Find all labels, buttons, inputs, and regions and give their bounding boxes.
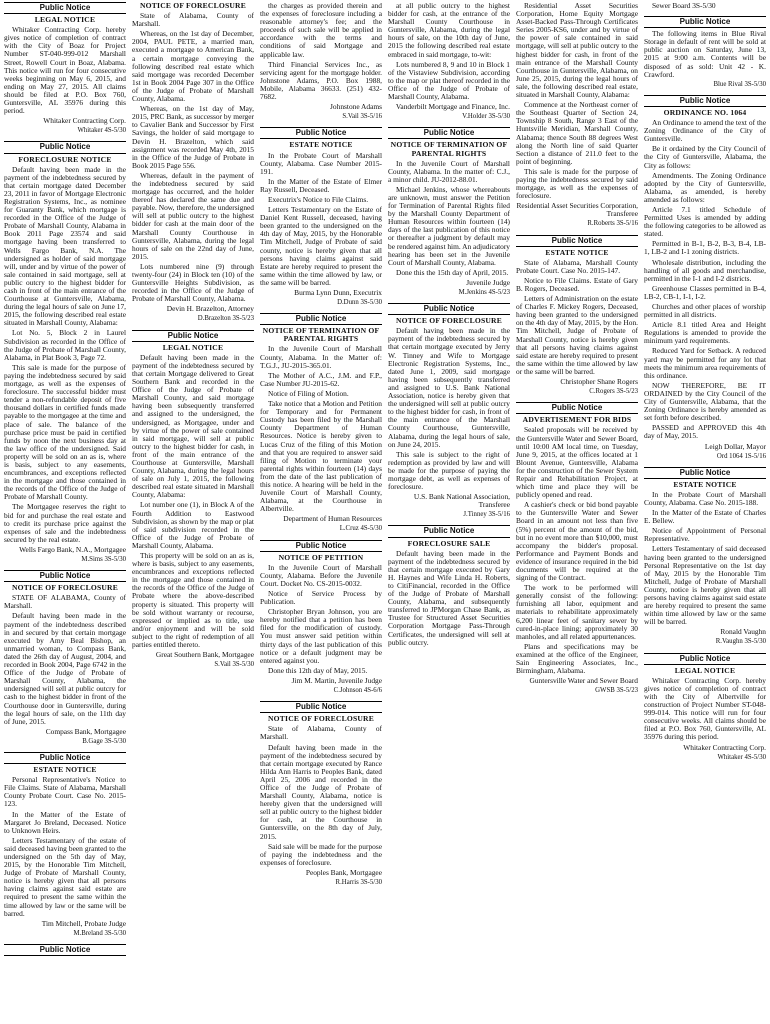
notice-header: Public Notice xyxy=(4,944,126,956)
notice-paragraph: Executrix's Notice to File Claims. xyxy=(268,194,369,204)
notice-paragraph: Personal Representative's Notice to File Claims. State of Alabama, Marshall County Probate Court. Case No. 2015-123. xyxy=(4,775,126,809)
notice-paragraph: In the Juvenile Court of Marshall County, Alabama. In the matter of: C.J., a minor child. JU-2012-88.01. xyxy=(388,158,510,184)
notice-paragraph: Letters Testamentary on the Estate of Daniel Kent Russell, deceased, having been granted to the undersigned on the 4th day of May, 2015, by the Honorable Tim Mitchell, Judge of Probate of said county, notice is hereby given that all persons having claims against said Estate are hereby required to present the same within the time allowed by law, or the same will be barred. xyxy=(260,205,382,287)
legal-notice xyxy=(388,303,510,519)
notice-signature: Ronald Vaughn xyxy=(720,627,766,637)
legal-notice xyxy=(644,653,766,762)
notice-paragraph: The following items in Blue Rival Storage in default of rent will be sold at public auction on Saturday, June 13, 2015 at 9:00 a.m. Contents will be disposed of as sold: Unit 42 - K. Crawford. xyxy=(644,29,766,79)
notice-paragraph: Lot No. 5, Block 2 in Laurel Subdivision as recorded in the Office of the Judge of Probate of Marshall County, Alabama, in Plat Book 3, Page 72. xyxy=(4,328,126,362)
publication-code: Whitaker 4S-5/30 xyxy=(717,753,766,761)
notice-paragraph: Sealed proposals will be received by the Guntersville Water and Sewer Board, until 10:00 AM local time, on Tuesday, June 9, 2015, at the offices located at 1 Blount Avenue, Guntersville, Alabama for the construction of the Sewer System Repair and Rehabilitation Project, at which time and place they will be publicly opened and read. xyxy=(516,425,638,500)
notice-paragraph: Done this 12th day of May, 2015. xyxy=(268,665,368,675)
notice-header: Public Notice xyxy=(260,540,382,552)
notice-paragraph: An Ordinance to amend the text of the Zoning Ordinance of the City of Guntersville. xyxy=(644,118,766,144)
notice-paragraph: Commence at the Northeast corner of the Southeast Quarter of Section 24, Township 8 South, Range 3 East of the Huntsville Meridian, Marshall County, Alabama; thence South 88 degrees West along the North line of said Quarter Section a distance of 211.0 feet to the point of beginning. xyxy=(516,100,638,166)
notice-signature: Tim Mitchell, Probate Judge xyxy=(41,918,126,928)
notice-header: Public Notice xyxy=(4,570,126,582)
notice-title: ADVERTISEMENT FOR BIDS xyxy=(522,415,632,425)
legal-notice xyxy=(132,330,254,670)
notice-header: Public Notice xyxy=(644,653,766,665)
notice-paragraph: Take notice that a Motion and Petition for Temporary and for Permanent Custody has been filed by the Marshall County Department of Human Resources. Notice is hereby given to Lucas Cruz of the filing of this Motion and that you are required to answer said filing of Motion to terminate your parental rights within fourteen (14) days from the date of the last publication of this notice. A hearing will be held in the Juvenile Court of Marshall County, Alabama, at the Courthouse in Albertville. xyxy=(260,399,382,514)
notice-paragraph: Done this the 15th day of April, 2015. xyxy=(396,267,509,277)
notice-title: LEGAL NOTICE xyxy=(674,665,736,675)
publication-code: Whitaker 4S-5/30 xyxy=(77,127,126,135)
legal-notice xyxy=(4,141,126,564)
notice-title: NOTICE OF FORECLOSURE xyxy=(395,316,503,326)
notice-paragraph: Letters Testamentary of the estate of said deceased having been granted to the undersigned on the 5th day of May, 2015, by the Honorable Tim Mitchell, Judge of Probate of Marshall County, notice is hereby given that all persons having claims against said estate are required to present the same within the time allowed by law or the same will be barred. xyxy=(4,835,126,918)
notice-paragraph: In the Matter of the Estate of Margaret Jo Breland, Deceased. Notice to Unknown Heirs. xyxy=(4,809,126,835)
publication-code: M.Breland 3S-5/30 xyxy=(73,929,126,937)
publication-code: R.Roberts 3S-5/16 xyxy=(587,220,638,228)
notice-paragraph: Whereas, on the 1st day of December, 2004, PAUL PETE, a married man, executed a mortgage to American Bank, a certain mortgage conveying the following described real estate which said mortgage was recorded December 1st in Book 2004 Page 307 in the Office of the Judge of Probate of Marshall County, Alabama. xyxy=(132,29,254,104)
notice-title: ORDINANCE NO. 1064 xyxy=(663,107,747,117)
notice-header: Public Notice xyxy=(388,525,510,537)
notice-paragraph: Churches and other places of worship permitted in all districts. xyxy=(644,302,766,320)
notice-header: Public Notice xyxy=(644,95,766,107)
notice-header: Public Notice xyxy=(132,330,254,342)
notice-paragraph: Amendments. The Zoning Ordinance adopted by the City of Guntersville, Alabama, as amended, is hereby amended as follows: xyxy=(644,170,766,204)
publication-code: J.Tinney 3S-5/16 xyxy=(463,511,510,519)
notice-signature: Christopher Shane Rogers xyxy=(560,377,638,387)
notice-paragraph: In the Matter of the Estate of Elmer Ray Russell, Deceased. xyxy=(260,176,382,194)
notice-paragraph: Notice of Appointment of Personal Representative. xyxy=(644,526,766,544)
notice-signature: Great Southern Bank, Mortgagee xyxy=(155,650,254,660)
legal-notice xyxy=(260,2,382,121)
notice-paragraph: Notice to File Claims. Estate of Gary B. Rogers, Deceased. xyxy=(516,275,638,293)
legal-notice xyxy=(4,752,126,938)
notice-paragraph: STATE OF ALABAMA, County of Marshall. xyxy=(4,593,126,611)
notice-header: Public Notice xyxy=(4,141,126,153)
notice-signature: U.S. Bank National Association, Transferee xyxy=(413,492,510,510)
notice-paragraph: Notice of Filing of Motion. xyxy=(268,388,349,398)
legal-notice xyxy=(516,402,638,695)
notice-title: NOTICE OF TERMINATION OF PARENTAL RIGHTS xyxy=(390,140,508,158)
notice-signature: Whitaker Contracting Corp. xyxy=(683,742,766,752)
notice-paragraph: Whitaker Contracting Corp. hereby gives notice of completion of contract with the City of Albertville for construction of Project Number ST-048-999-014. This notice will run for four consecutive weeks. All claims should be filed at P.O. Box 760, Guntersville, AL 35976 during this period. xyxy=(644,675,766,742)
notice-header: Public Notice xyxy=(260,127,382,139)
legal-notice xyxy=(4,944,126,956)
notice-paragraph: Whitaker Contracting Corp. hereby gives notice of completion of contract with the City of Boaz for Project Number ST-040-999-012 Marshall Street, Rowell Court in Boaz, Alabama. This notice will run for four consecutive weeks beginning on May 6, 2015, and ending on May 27, 2015. All claims should be filed at P.O. Box 760, Guntersville, AL 35976 during this period. xyxy=(4,25,126,116)
notice-signature: Peoples Bank, Mortgagee xyxy=(305,867,382,877)
notice-header: Public Notice xyxy=(4,2,126,14)
notice-paragraph: This sale is made for the purpose of paying the indebtedness secured by said mortgage, as well as the expenses of foreclosure. The successful bidder must tender a non-refundable deposit of five thousand dollars in certified funds made payable to the mortgagee at the time and place of sale. The balance of the purchase price must be paid in certified funds by noon the next business day at the law office of the undersigned. Said property will be sold on an as is, where is basis, subject to any easements, encumbrances, and exceptions reflected in the mortgage and those contained in the records of the Office of the Judge of Probate of Marshall County. xyxy=(4,362,126,502)
notice-paragraph: Whereas, on the 1st day of May, 2015, PRC Bank, as successor by merger to Cavalier Bank and Successor by First Savings, the holder of said mortgage to Devin H. Brazelton, which said assignment was recorded May 4th, 2015 in the Office of the Judge of Probate in Book 2015 Page 556. xyxy=(132,104,254,170)
notice-paragraph: Default having been made in the payment of the indebtedness secured by that certain mortgage executed by Gary H. Haynes and Wife Linda H. Roberts, to CitiFinancial, recorded in the Office of the Judge of Probate of Marshall County, Alabama, and subsequently transferred to JPMorgan Chase Bank, as Trustee for Structured Asset Securities Corporation Mortgage Pass-Through Certificates, the undersigned will sell at public outcry. xyxy=(388,548,510,647)
notice-paragraph: In the Probate Court of Marshall County, Alabama. Case No. 2015-188. xyxy=(644,489,766,507)
legal-notice xyxy=(388,127,510,297)
notice-paragraph: In the Juvenile Court of Marshall County, Alabama. Before the Juvenile Court. Docket No. CS-2015-0032. xyxy=(260,562,382,588)
legal-notice xyxy=(260,313,382,533)
notice-title: NOTICE OF TERMINATION OF PARENTAL RIGHTS xyxy=(262,326,380,344)
notice-column-4 xyxy=(388,2,510,1022)
publication-code: V.Holder 3S-5/30 xyxy=(462,113,510,121)
notice-signature: Johnstone Adams xyxy=(330,102,382,112)
notice-signature: Jim M. Martin, Juvenile Judge xyxy=(291,675,382,685)
notice-title: FORECLOSURE SALE xyxy=(407,538,491,548)
notice-paragraph: PASSED and APPROVED this 4th day of May, 2015. xyxy=(644,423,766,441)
publication-code: D.Brazelton 3S-5/23 xyxy=(197,315,254,323)
notice-paragraph: State of Alabama, County of Marshall. xyxy=(260,724,382,742)
publication-code: C.Rogers 3S-5/23 xyxy=(589,388,638,396)
notice-signature: Juvenile Judge xyxy=(466,277,510,287)
notice-title: ESTATE NOTICE xyxy=(673,479,737,489)
notice-paragraph: Lot number one (1), in Block A of the Fourth Addition to Eastwood Subdivision, as shown by the map or plat of said subdivision recorded in the Office of the Judge of Probate of Marshall County, Alabama. xyxy=(132,500,254,550)
notice-title: NOTICE OF FORECLOSURE xyxy=(11,583,119,593)
notice-signature: Compass Bank, Mortgagee xyxy=(45,726,126,736)
notice-header: Public Notice xyxy=(644,467,766,479)
notice-paragraph: Default having been made in the payment of the indebtedness secured by that certain Mortgage delivered to Great Southern Bank and recorded in the Office of the Judge of Probate of Marshall County, and said mortgage having been subsequently transferred and assigned to the undersigned, the undersigned, as Mortgagee, under and by virtue of the power of sale contained in said mortgage, will sell at public outcry to the highest bidder for cash, in front of the main entrance of the Courthouse at Guntersville, Marshall County, Alabama, during the legal hours of sale on July 1, 2015, the following described real estate situated in Marshall County, Alabama: xyxy=(132,352,254,500)
notice-title: ESTATE NOTICE xyxy=(289,140,353,150)
notice-header: Public Notice xyxy=(4,752,126,764)
publication-code: Blue Rival 3S-5/30 xyxy=(713,80,766,88)
notice-paragraph: This sale is subject to the right of redemption as provided by law and will be made for the purpose of paying the mortgage debt, as well as expenses of foreclosure. xyxy=(388,449,510,492)
notice-column-5 xyxy=(516,2,638,1022)
notice-title: ESTATE NOTICE xyxy=(545,247,609,257)
publication-code: R.Harris 3S-5/30 xyxy=(335,879,382,886)
notice-signature: Vanderbilt Mortgage and Finance, Inc. xyxy=(395,102,510,112)
notice-paragraph: The Mortgagee reserves the right to bid for and purchase the real estate and to credit its purchase price against the expenses of sale and the indebtedness secured by the real estate. xyxy=(4,502,126,544)
publication-code: D.Dunn 3S-5/30 xyxy=(337,299,382,307)
legal-notice xyxy=(644,2,766,10)
notice-column-2 xyxy=(132,2,254,1022)
notice-paragraph: The work to be performed will generally consist of the following: furnishing all labor, equipment and materials to rehabilitate approximately 6,200 linear feet of sanitary sewer by cured-in-place lining; approximately 30 manholes, and all related appurtenances. xyxy=(516,583,638,641)
publication-code: GWSB 3S-5/23 xyxy=(595,687,638,695)
notice-paragraph: This property will be sold on an as is, where is basis, subject to any easements, encumbrances and exceptions reflected in the mortgage and those contained in the records of the Office of the Judge of Probate where the above-described property is situated. This property will be sold without warranty or recourse, expressed or implied as to title, use and/or enjoyment and will be sold subject to the right of redemption of all parties entitled thereto. xyxy=(132,551,254,650)
notice-signature: Leigh Dollar, Mayor xyxy=(704,441,766,451)
notice-signature: Department of Human Resources xyxy=(283,514,382,524)
notice-paragraph: Notice of Service Process by Publication. xyxy=(260,589,382,607)
notice-paragraph: Wholesale distribution, including the handling of all goods and merchandise, permitted in the I-1 and I-2 districts. xyxy=(644,257,766,283)
notice-column-1 xyxy=(4,2,126,1022)
publication-code: Ord 1064 1S-5/16 xyxy=(716,452,766,460)
notice-header: Public Notice xyxy=(260,313,382,325)
notice-paragraph: Letters of Administration on the estate of Charles F. Mickey Rogers, Deceased, having been granted to the undersigned on the 4th day of May, 2015, by the Hon. Tim Mitchell, Judge of Probate of Marshall County, notice is hereby given that all persons having claims against said estate are hereby required to present the same within the time allowed by law or the same will be barred. xyxy=(516,294,638,376)
notice-paragraph: State of Alabama, Marshall County Probate Court. Case No. 2015-147. xyxy=(516,257,638,275)
notice-column-6 xyxy=(644,2,766,1022)
notice-header: Public Notice xyxy=(388,303,510,315)
notice-paragraph: Michael Jenkins, whose whereabouts are unknown, must answer the Petition for Termination of Parental Rights filed by the Marshall County Department of Human Resources within fourteen (14) days of the last publication of this notice or thereafter a judgment by default may be rendered against him. An adjudicatory hearing has been set in the Juvenile Court of Marshall County, Alabama. xyxy=(388,184,510,267)
notice-header: Public Notice xyxy=(260,701,382,713)
publication-code: S.Vail 3S-5/16 xyxy=(342,113,382,121)
notice-paragraph: A cashier's check or bid bond payable to the Guntersville Water and Sewer Board in an amount not less than five (5%) percent of the amount of the bid, but in no event more than $10,000, must accompany the bidder's proposal. Performance and Payment Bonds and evidence of insurance required in the bid documents will be required at the signing of the Contract. xyxy=(516,500,638,583)
notice-paragraph: In the Probate Court of Marshall County, Alabama. Case Number 2015-191. xyxy=(260,150,382,176)
legal-notice xyxy=(4,2,126,135)
notice-paragraph: Third Financial Services Inc., as servicing agent for the mortgage holder. Johnstone Adams, P.O. Box 1988, Mobile, Alabama 36633. (251) 432-7682. xyxy=(260,59,382,102)
notice-signature: Guntersville Water and Sewer Board xyxy=(529,676,638,686)
legal-notice xyxy=(388,2,510,121)
notice-header: Public Notice xyxy=(516,235,638,247)
notice-paragraph: Letters Testamentary of said deceased having been granted to the undersigned Personal Representative on the 1st day of May, 2015 by the Honorable Tim Mitchell, Judge of Probate of Marshall County, notice is hereby given that all persons having claims against said estate are hereby required to present the same within time allowed by law or the same will be barred. xyxy=(644,544,766,627)
notice-signature: Whitaker Contracting Corp. xyxy=(43,116,126,126)
notice-signature: Burma Lynn Dunn, Executrix xyxy=(294,288,382,297)
notice-paragraph: Default having been made in the payment of the indebtedness described in and secured by that certain mortgage executed by Amy Beal Bishop, an unmarried woman, to Compass Bank, dated the 26th day of August, 2004, and recorded in Book 2004, Page 6742 in the Office of the Judge of Probate of Marshall County, Alabama, the undersigned will sell at public outcry for cash to the highest bidder in front of the Courthouse door in Guntersville, during the legal hours of sale, on the 11th day of June, 2015. xyxy=(4,611,126,726)
notice-paragraph: Article 7.1 titled Schedule of Permitted Uses is amended by adding the following categories to be allowed as stated. xyxy=(644,204,766,239)
legal-notice xyxy=(644,95,766,461)
notice-paragraph: Permitted in B-1, B-2, B-3, B-4, LB-1, LB-2 and I-1 zoning districts. xyxy=(644,239,766,257)
notice-paragraph: at all public outcry to the highest bidder for cash, at the entrance of the Marshall County Courthouse in Guntersville, Alabama, during the legal hours of sale, on the 10th day of June, 2015 the following described real estate embraced in said mortgage, to-wit: xyxy=(388,2,510,59)
notice-paragraph: The Mother of A.C., J.M. and F.P., Case Number JU-2015-62. xyxy=(260,370,382,388)
notice-title: LEGAL NOTICE xyxy=(34,15,96,25)
notice-paragraph: NOW THEREFORE, BE IT ORDAINED by the City Council of the City of Guntersville, Alabama, that the Zoning Ordinance is hereby amended as set forth before described. xyxy=(644,380,766,423)
notice-title: NOTICE OF FORECLOSURE xyxy=(139,2,247,10)
notice-paragraph: Be it ordained by the City Council of the City of Guntersville, Alabama, the City as follows: xyxy=(644,144,766,170)
notice-header: Public Notice xyxy=(516,402,638,414)
notice-title: NOTICE OF PETITION xyxy=(278,552,364,562)
notice-paragraph: State of Alabama, County of Marshall. xyxy=(132,11,254,29)
notice-title: LEGAL NOTICE xyxy=(162,342,224,352)
publication-code: B.Gage 3S-5/30 xyxy=(82,737,126,745)
notice-paragraph: Residential Asset Securities Corporation, Home Equity Mortgage Asset-Backed Pass-Through Certificates Series 2005-KS6, under and by virtue of the power of sale contained in said mortgage, will sell at public outcry to the highest bidder for cash, in front of the main entrance of the Marshall County Courthouse in Guntersville, Alabama, on June 25, 2015, during the legal hours of sale, the following described real estate, situated in Marshall County, Alabama: xyxy=(516,2,638,100)
notice-signature: Wells Fargo Bank, N.A., Mortgagee xyxy=(19,544,126,554)
legal-notice xyxy=(260,540,382,696)
notice-paragraph: Lots numbered 8, 9 and 10 in Block 1 of the Vistaview Subdivision, according to the map or plat thereof recorded in the Office of the Judge of Probate of Marshall County, Alabama. xyxy=(388,59,510,102)
notice-title: ESTATE NOTICE xyxy=(33,765,97,775)
publication-code: M.Sims 3S-5/30 xyxy=(81,556,126,563)
publication-code: S.Vail 3S-5/30 xyxy=(214,661,254,669)
publication-code: L.Cruz 4S-5/30 xyxy=(339,525,382,533)
notice-paragraph: Default having been made in the payment of the indebtedness secured by that certain mortgage executed by Rance Hilda Ann Harris to Peoples Bank, dated April 25, 2006 and recorded in the Office of the Judge of Probate of Marshall County, Alabama, notice is hereby given that the undersigned will sell at public outcry to the highest bidder for cash, at the Courthouse in Guntersville, on the 8th day of July, 2015. xyxy=(260,742,382,841)
notice-paragraph: Reduced Yard for Setback. A reduced yard may be permitted for any lot that meets the minimum area requirements of this ordinance. xyxy=(644,346,766,380)
notice-paragraph: This sale is made for the purpose of paying the indebtedness secured by said mortgage, as well as the expenses of foreclosure. xyxy=(516,166,638,201)
notice-signature: Devin H. Brazelton, Attorney xyxy=(166,304,254,314)
publication-code: M.Jenkins 4S-5/23 xyxy=(458,289,510,296)
publication-code: C.Johnson 4S-6/6 xyxy=(333,687,382,695)
notice-paragraph: Plans and specifications may be examined at the office of the Engineer, Sain Engineering Associates, Inc., Birmingham, Alabama. xyxy=(516,641,638,676)
notice-signature: Residential Asset Securities Corporation, Transferee xyxy=(516,201,638,219)
notice-paragraph: Said sale will be made for the purpose of paying the indebtedness and the expenses of foreclosure. xyxy=(260,841,382,867)
legal-notice xyxy=(516,2,638,229)
legal-notice xyxy=(644,16,766,89)
legal-notice xyxy=(4,570,126,746)
legal-notice xyxy=(644,467,766,647)
legal-notice xyxy=(516,235,638,397)
notice-title: NOTICE OF FORECLOSURE xyxy=(267,714,375,724)
notice-paragraph: Sewer Board 3S-5/30 xyxy=(652,2,716,10)
publication-code: R.Vaughn 3S-5/30 xyxy=(715,638,766,646)
notice-column-3 xyxy=(260,2,382,1022)
notice-paragraph: In the Matter of the Estate of Charles E. Bellew. xyxy=(644,508,766,526)
legal-notice xyxy=(132,2,254,324)
legal-notice xyxy=(260,701,382,887)
notice-paragraph: Default having been made in the payment of the indebtedness secured by that certain mortgage executed by Jerry W. Tinney and Wife to Mortgage Electronic Registration Systems, Inc., dated June 1, 2009, said mortgage having been subsequently transferred and assigned to U.S. Bank National Association, notice is hereby given that the undersigned will sell at public outcry to the highest bidder for cash, in front of the main entrance of the Marshall County Courthouse, Guntersville, Alabama, during the legal hours of sale, on June 24, 2015. xyxy=(388,326,510,449)
notice-paragraph: Whereas, default in the payment of the indebtedness secured by said mortgage has occurred, and the holder thereof has declared the same due and payable. Now, therefore, the undersigned will sell at public outcry to the highest bidder for cash at the main door of the Marshall County Courthouse in Guntersville, Alabama, during the legal hours of sale on the 22nd day of June, 2015. xyxy=(132,170,254,261)
notice-header: Public Notice xyxy=(388,127,510,139)
legal-notice xyxy=(260,127,382,307)
notice-title: FORECLOSURE NOTICE xyxy=(18,154,112,164)
notice-paragraph: In the Juvenile Court of Marshall County, Alabama. In the Matter of: T.G.J., JU-2015-365.01. xyxy=(260,344,382,370)
notice-paragraph: Lots numbered nine (9) through twenty-four (24) in Block ten (10) of the Guntersville Heights Subdivision, as recorded in the Office of the Judge of Probate of Marshall County, Alabama. xyxy=(132,261,254,304)
notice-paragraph: Article 8.1 titled Area and Height Regulations is amended to provide the minimum yard requirements. xyxy=(644,320,766,346)
notice-paragraph: Default having been made in the payment of the indebtedness secured by that certain mortgage dated December 23, 2011 in favor of Mortgage Electronic Registration Systems, Inc., as nominee for Guaranty Bank, which mortgage is recorded in the Office of the Judge of Probate of Marshall County, Alabama in Book 2011 Page 23574 and said mortgage having been transferred to Wells Fargo Bank, N.A. The undersigned as holder of said mortgage will, under and by virtue of the power of sale contained in said mortgage, sell at public outcry to the highest bidder for cash in front of the main entrance of the Courthouse at Guntersville, Alabama, during the legal hours of sale on June 17, 2015, the following described real estate situated in Marshall County, Alabama: xyxy=(4,164,126,328)
notice-paragraph: Greenhouse Classes permitted in B-4, LB-2, CB-1, I-1, I-2. xyxy=(644,283,766,301)
notice-paragraph: Christopher Bryan Johnson, you are hereby notified that a petition has been filed for the modification of custody. You must answer said petition within thirty days of the last publication of this notice or a default judgment may be entered against you. xyxy=(260,607,382,665)
legal-notice xyxy=(388,525,510,646)
notice-paragraph: the charges as provided therein and the expenses of foreclosure including a reasonable attorney's fee; and the proceeds of such sale will be applied in accordance with the terms and conditions of said Mortgage and applicable law. xyxy=(260,2,382,59)
notice-header: Public Notice xyxy=(644,16,766,28)
